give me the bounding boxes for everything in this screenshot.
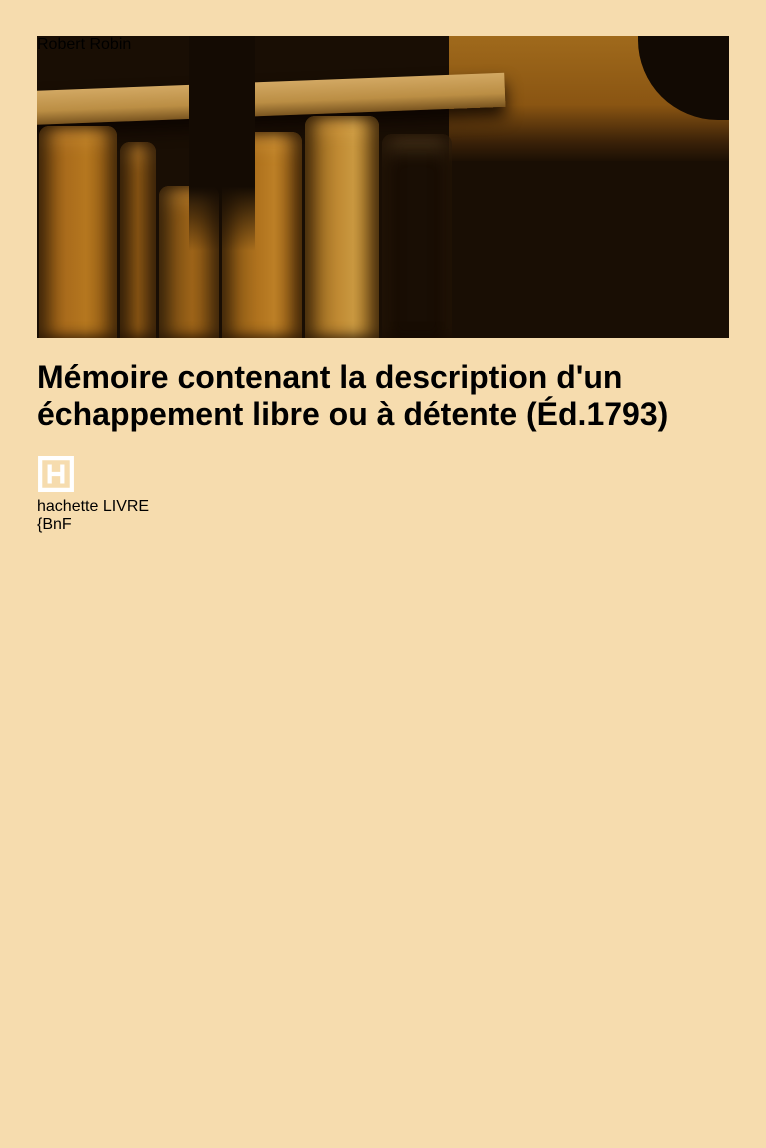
book-cover <box>37 36 729 1108</box>
top-books-photo <box>37 36 729 338</box>
shelf-gap-shadow <box>189 36 255 251</box>
bottom-books-photo <box>37 455 729 534</box>
book-spine <box>39 126 117 338</box>
title-line: échappement libre ou à <box>37 396 395 433</box>
book-spines-row <box>37 36 729 338</box>
title-band <box>37 359 729 433</box>
bnf-logo: {BnF <box>37 515 72 533</box>
book-spine <box>120 142 156 338</box>
hachette-livre-logo <box>37 455 729 516</box>
author-name: Robert Robin <box>37 36 132 53</box>
publisher-logos <box>37 455 729 534</box>
hachette-logo-icon <box>37 455 75 493</box>
book-title <box>37 359 729 433</box>
hachette-wordmark: hachette <box>37 497 99 515</box>
title-line: Mémoire contenant <box>37 359 331 396</box>
title-line: détente (Éd.1793) <box>403 396 669 433</box>
book-spine <box>305 116 379 338</box>
hachette-livre-label: LIVRE <box>102 497 150 515</box>
book-spine <box>382 134 452 338</box>
hachette-logo-text <box>37 498 729 516</box>
title-line: la description d'un <box>339 359 623 396</box>
